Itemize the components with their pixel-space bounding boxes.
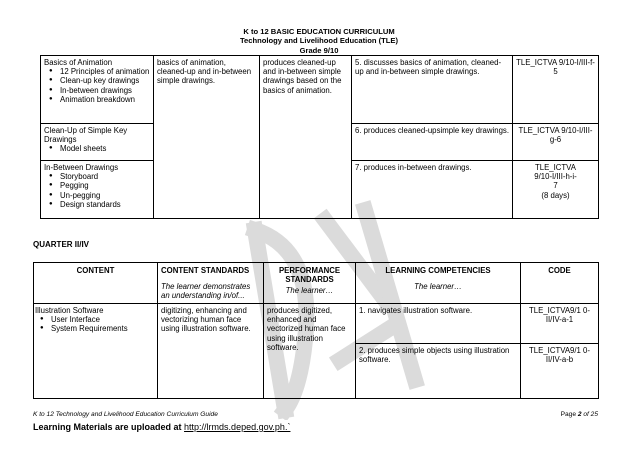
list-item: ● Pegging bbox=[44, 181, 150, 190]
list-item: ● Design standards bbox=[44, 200, 150, 209]
code-cell: TLE_ICTVA 9/10-I/III-f-5 bbox=[513, 56, 599, 124]
table-row bbox=[41, 56, 599, 124]
header-content: CONTENT bbox=[34, 263, 158, 304]
header-grade: Grade 9/10 bbox=[299, 45, 339, 55]
header-performance-standards: PERFORMANCE STANDARDS The learner… bbox=[264, 263, 356, 304]
curriculum-table-q2 bbox=[33, 262, 599, 399]
competency-cell: 1. navigates illustration software. bbox=[356, 304, 521, 344]
table-header-row bbox=[34, 263, 599, 304]
competency-cell: 5. discusses basics of animation, cleaned-up and in-between simple drawings. bbox=[352, 56, 513, 124]
header-code: CODE bbox=[521, 263, 599, 304]
code-cell: TLE_ICTVA 9/10-I/III-h-i- 7 (8 days) bbox=[513, 161, 599, 219]
footer-guide-title: K to 12 Technology and Livelihood Education Curriculum Guide bbox=[33, 411, 218, 418]
footer-materials: Learning Materials are uploaded at http://lrmds.deped.gov.ph.` bbox=[33, 422, 291, 432]
list-item: ● User Interface bbox=[35, 315, 154, 324]
header-content-standards: CONTENT STANDARDS The learner demonstrates an understanding in/of... bbox=[158, 263, 264, 304]
table-row bbox=[34, 304, 599, 344]
list-item: ● Un-pegging bbox=[44, 191, 150, 200]
competency-cell: 7. produces in-between drawings. bbox=[352, 161, 513, 219]
content-standard-cell: digitizing, enhancing and vectorizing human face using illustration software. bbox=[158, 304, 264, 399]
list-item: ● Clean-up key drawings bbox=[44, 76, 150, 85]
quarter-heading: QUARTER II/IV bbox=[33, 240, 90, 249]
content-cell: Basics of Animation ● 12 Principles of animation ● Clean-up key drawings ● In-between drawings ● Animation breakdown bbox=[41, 56, 154, 124]
list-item: ● 12 Principles of animation bbox=[44, 67, 150, 76]
content-standard-cell: basics of animation, cleaned-up and in-between simple drawings. bbox=[154, 56, 260, 219]
competency-cell: 2. produces simple objects using illustration software. bbox=[356, 344, 521, 399]
list-item: ● System Requirements bbox=[35, 324, 154, 333]
curriculum-table-q1 bbox=[40, 55, 599, 219]
header-subject: Technology and Livelihood Education (TLE) bbox=[239, 36, 399, 46]
header-learning-competencies: LEARNING COMPETENCIES The learner… bbox=[356, 263, 521, 304]
code-cell: TLE_ICTVA9/1 0-II/IV-a-b bbox=[521, 344, 599, 399]
lrmds-link[interactable]: http://lrmds.deped.gov.ph.` bbox=[184, 422, 291, 432]
page-number: Page 2 of 25 bbox=[560, 411, 598, 418]
list-item: ● In-between drawings bbox=[44, 86, 150, 95]
performance-standard-cell: produces cleaned-up and in-between simple drawings based on the basics of animation. bbox=[260, 56, 352, 219]
header-title: K to 12 BASIC EDUCATION CURRICULUM bbox=[243, 27, 395, 36]
performance-standard-cell: produces digitized, enhanced and vectorized human face using illustration software. bbox=[264, 304, 356, 399]
competency-cell: 6. produces cleaned-up simple key drawings. bbox=[352, 124, 513, 161]
code-cell: TLE_ICTVA9/1 0-II/IV-a-1 bbox=[521, 304, 599, 344]
list-item: ● Model sheets bbox=[44, 144, 150, 153]
content-cell: Clean-Up of Simple Key Drawings ● Model sheets bbox=[41, 124, 154, 161]
list-item: ● Animation breakdown bbox=[44, 95, 150, 104]
code-cell: TLE_ICTVA 9/10-I/III-g-6 bbox=[513, 124, 599, 161]
list-item: ● Storyboard bbox=[44, 172, 150, 181]
content-cell: Illustration Software ● User Interface ● System Requirements bbox=[34, 304, 158, 399]
document-header bbox=[0, 27, 638, 55]
content-cell: In-Between Drawings ● Storyboard ● Pegging ● Un-pegging ● Design standards bbox=[41, 161, 154, 219]
